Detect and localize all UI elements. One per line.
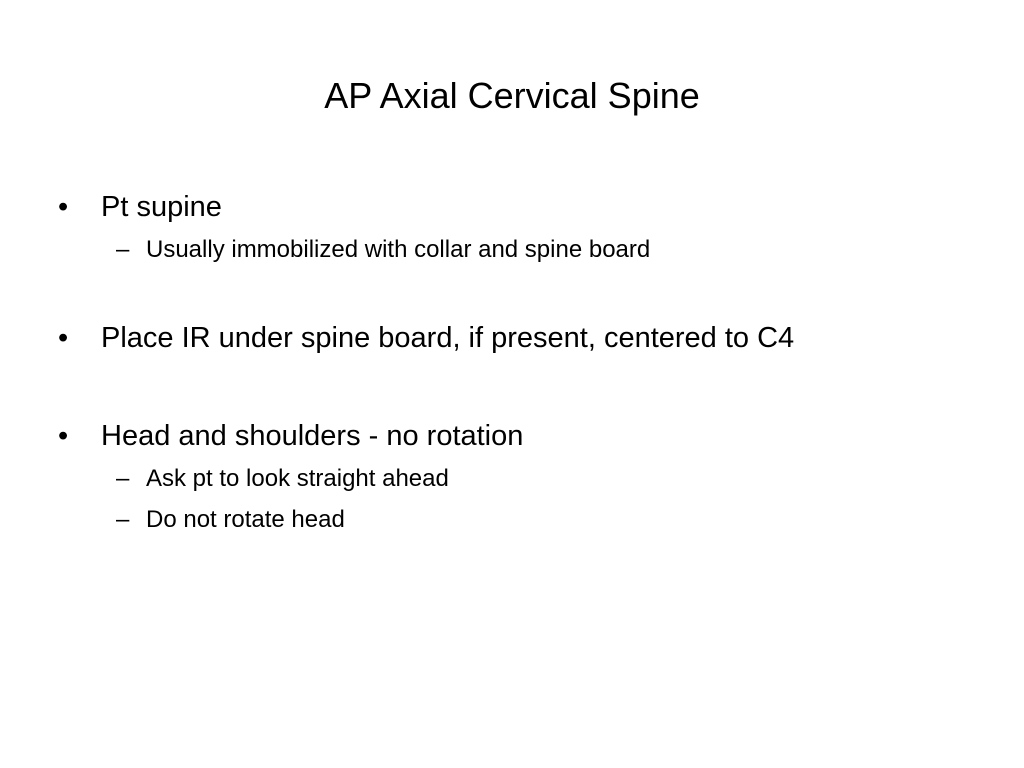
slide-title: AP Axial Cervical Spine	[324, 75, 700, 116]
sub-bullet-item	[0, 464, 1024, 494]
bullet-group-2	[0, 320, 1024, 356]
sub-bullet-marker: –	[116, 506, 130, 533]
bullet-item	[0, 320, 1024, 356]
sub-bullet-text: Do not rotate head	[146, 506, 345, 533]
sub-bullet-marker: –	[116, 465, 130, 492]
bullet-item	[0, 189, 1024, 225]
sub-bullet-item	[0, 235, 1024, 265]
bullet-marker: •	[58, 322, 69, 354]
sub-bullet-text: Usually immobilized with collar and spine board	[146, 236, 651, 263]
bullet-item	[0, 418, 1024, 454]
sub-bullet-item	[0, 505, 1024, 535]
bullet-marker: •	[58, 191, 69, 223]
bullet-group-3	[0, 418, 1024, 535]
bullet-marker: •	[58, 420, 69, 452]
sub-bullet-text: Ask pt to look straight ahead	[146, 465, 449, 492]
bullet-group-1	[0, 189, 1024, 265]
bullet-text: Pt supine	[101, 191, 222, 223]
bullet-text: Place IR under spine board, if present, centered to C4	[101, 322, 795, 354]
sub-bullet-marker: –	[116, 236, 130, 263]
bullet-text: Head and shoulders - no rotation	[101, 420, 524, 452]
